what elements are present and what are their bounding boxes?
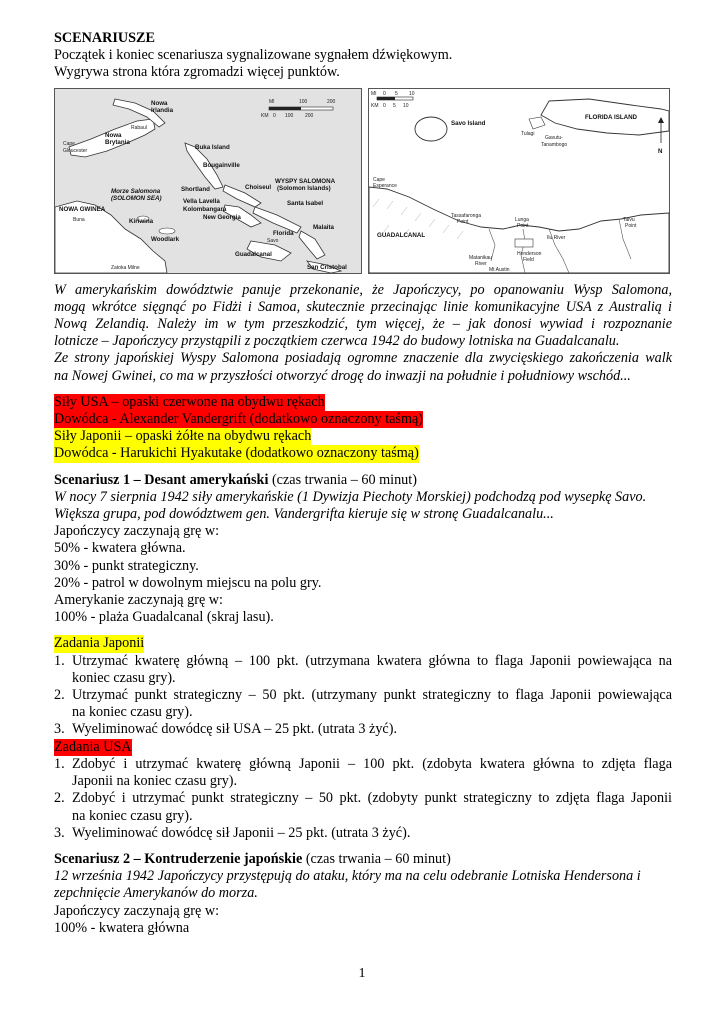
- list-item: 2. Utrzymać punkt strategiczny – 50 pkt. (utrzymany punkt strategiczny to flaga Japonii powiewająca na koniec czasu gry).: [54, 687, 672, 721]
- map2-label-mt-austin: Mt Austin: [489, 266, 510, 273]
- map-label-morze-2: (SOLOMON SEA): [111, 194, 162, 202]
- map-label-new-georgia: New Georgia: [203, 213, 241, 221]
- intro-p1-line: Nową Zelandią. Należy im w tym przeszkodzić, tym więcej, że – jak donosi wywiad i rozpoznanie: [54, 316, 672, 333]
- map2-label-henderson-2: Field: [523, 256, 534, 263]
- map-scale-km-0: 0: [273, 112, 276, 119]
- intro-line-1: Początek i koniec scenariusza sygnalizowane sygnałem dźwiękowym.: [54, 47, 453, 64]
- scenario-2-jap-hq: 100% - kwatera główna: [54, 919, 190, 936]
- map2-scale-k5: 5: [393, 102, 396, 109]
- page-number: 1: [358, 966, 366, 981]
- intro-p1-line: mogą wkrótce sięgnąć po Fidżi i Samoa, skutecznie przecinając linie komunikacyjne USA z Australią i: [54, 298, 672, 315]
- scenario-2-desc: zepchnięcie Amerykanów do morza.: [54, 885, 258, 902]
- map-scale-km: KM: [261, 112, 269, 119]
- map-label-morze-1: Morze Salomona: [111, 187, 161, 195]
- document-title: SCENARIUSZE: [54, 30, 155, 46]
- map-label-san-cristobal: San Cristobal: [307, 263, 347, 271]
- japan-tasks-title: Zadania Japonii: [54, 635, 145, 652]
- list-item: 2. Zdobyć i utrzymać punkt strategiczny – 50 pkt. (zdobyty punkt strategiczny to zdjęta flaga Japonii na koniec czasu gry).: [54, 790, 672, 824]
- usa-tasks-list: [54, 756, 672, 842]
- japan-commander-label: Dowódca - Harukichi Hyakutake (dodatkowo oznaczony taśmą): [54, 445, 419, 462]
- usa-forces-label: Siły USA – opaski czerwone na obydwu rękach: [54, 393, 325, 410]
- map2-label-henderson-1: Henderson: [517, 250, 542, 257]
- map2-label-matanikau-1: Matanikau: [469, 254, 493, 261]
- map-scale-km-200: 200: [305, 112, 314, 119]
- map2-label-florida: FLORIDA ISLAND: [585, 113, 638, 121]
- map-label-shortland: Shortland: [181, 185, 210, 193]
- scenario-2-desc: 12 września 1942 Japończycy przystępują do ataku, który ma na celu odebranie Lotniska Hendersona i: [54, 868, 641, 885]
- guadalcanal-map: [368, 88, 670, 274]
- list-item: 1. Zdobyć i utrzymać kwaterę główną Japonii – 100 pkt. (zdobyta kwatera główna to zdjęta flaga Japonii na koniec czasu gry).: [54, 755, 672, 790]
- map-label-rabaul: Rabaul: [131, 124, 147, 131]
- list-item: 3. Wyeliminować dowódcę sił USA – 25 pkt. (utrata 3 żyć).: [54, 721, 397, 738]
- list-item: 1. Utrzymać kwaterę główną – 100 pkt. (utrzymana kwatera główna to flaga Japonii powiewająca na koniec czasu gry).: [54, 652, 672, 686]
- map2-scale-mi: MI: [371, 90, 377, 97]
- scenario-1-desc: Większa grupa, pod dowództwem gen. Vandergrifta kieruje się w stronę Guadalcanalu...: [54, 506, 554, 523]
- usa-tasks-title: Zadania USA: [54, 738, 132, 755]
- scenario-1-desc: W nocy 7 sierpnia 1942 siły amerykańskie (1 Dywizja Piechoty Morskiej) podchodzą pod wysepkę Savo.: [54, 488, 647, 505]
- map2-scale-k10: 10: [403, 102, 409, 109]
- map-label-vella-lavella: Vella Lavella: [183, 197, 220, 205]
- map2-label-cape-esp-2: Esperance: [373, 182, 397, 189]
- japan-tasks-list: [54, 653, 672, 739]
- intro-paragraph-1: [54, 282, 672, 351]
- map2-label-taivu-2: Point: [625, 222, 637, 229]
- map-label-nowa-brytania-2: Brytania: [105, 138, 130, 146]
- map2-scale-m10: 10: [409, 90, 415, 97]
- japan-forces-label: Siły Japonii – opaski żółte na obydwu rękach: [54, 428, 312, 445]
- scenario-1-usa-beach: 100% - plaża Guadalcanal (skraj lasu).: [54, 609, 274, 626]
- map-label-cape-gloucester-1: Cape: [63, 140, 75, 147]
- forces-block: [54, 394, 672, 463]
- map-label-nowa-gwinea: NOWA GWINEA: [59, 205, 106, 213]
- map2-label-tassafaronga-2: Point: [457, 218, 469, 225]
- scenario-1-usa-start: Amerykanie zaczynają grę w:: [54, 592, 223, 609]
- document-page: [54, 30, 672, 937]
- map2-scale-km: KM: [371, 102, 379, 109]
- map2-label-tulagi: Tulagi: [521, 130, 535, 137]
- scenario-2-title: Scenariusz 2 – Kontruderzenie japońskie: [54, 850, 303, 867]
- map-label-nowa-irlandia-2: Irlandia: [151, 106, 174, 114]
- scenario-1-jap-hq: 50% - kwatera główna.: [54, 540, 186, 557]
- scenario-1-duration: (czas trwania – 60 minut): [268, 471, 417, 488]
- intro-p1-line: lotnicze – Japończycy przystąpili z początkiem czerwca 1942 do budowy lotniska na Guadalcanalu.: [54, 333, 620, 350]
- map2-label-cape-esp-1: Cape: [373, 176, 385, 183]
- map-label-cape-gloucester-2: Gloucester: [63, 147, 88, 154]
- map2-label-gavutu-1: Gavutu-: [545, 134, 563, 141]
- solomon-islands-map: [54, 88, 362, 274]
- map-label-santa-isabel: Santa Isabel: [287, 199, 324, 207]
- list-item: 3. Wyeliminować dowódcę sił Japonii – 25 pkt. (utrata 3 żyć).: [54, 824, 411, 841]
- map2-north-label: N: [658, 147, 663, 155]
- map-scale-mi-100: 100: [299, 98, 308, 105]
- map-label-guadalcanal: Guadalcanal: [235, 250, 272, 258]
- scenario-1-jap-patrol: 20% - patrol w dowolnym miejscu na polu gry.: [54, 574, 322, 591]
- scenario-2-jap-start: Japończycy zaczynają grę w:: [54, 902, 220, 919]
- map-label-zaloka-milne: Zatoka Milne: [111, 264, 140, 271]
- map-label-woodlark: Woodlark: [151, 235, 180, 243]
- map2-label-lunga-2: Point: [517, 222, 529, 229]
- map2-scale-k0: 0: [383, 102, 386, 109]
- scenario-1-jap-point: 30% - punkt strategiczny.: [54, 557, 199, 574]
- map2-label-guadalcanal: GUADALCANAL: [377, 231, 426, 239]
- map-label-choiseul: Choiseul: [245, 183, 272, 191]
- map2-label-savo: Savo Island: [451, 119, 486, 127]
- map-label-kiriwina: Kiriwina: [129, 217, 154, 225]
- usa-commander-label: Dowódca - Alexander Vandergrift (dodatkowo oznaczony taśmą): [54, 411, 424, 428]
- scenario-1-title: Scenariusz 1 – Desant amerykański: [54, 471, 269, 488]
- scenario-1: [54, 472, 672, 842]
- map-label-savo: Savo: [267, 237, 279, 244]
- intro-p2-line: na Nowej Gwinei, co ma w przyszłości otworzyć drogę do inwazji na południe i południowy wschód...: [54, 367, 631, 384]
- scenario-2: [54, 851, 672, 937]
- map-label-nowa-brytania-1: Nowa: [105, 131, 122, 139]
- map2-label-taivu-1: Taivu: [623, 216, 635, 223]
- map2-label-tassafaronga-1: Tassafaronga: [451, 212, 482, 219]
- intro-p2-line: Ze strony japońskiej Wyspy Salomona posiadają ogromne znaczenie dla zwycięskiego zakończenia walk: [54, 350, 672, 367]
- map-label-nowa-irlandia-1: Nowa: [151, 99, 168, 107]
- map-label-buna: Buna: [73, 216, 85, 223]
- intro-paragraph-2: [54, 350, 672, 384]
- map2-label-gavutu-2: Tanambogo: [541, 141, 568, 148]
- map-label-wyspy-2: (Solomon Islands): [277, 184, 331, 192]
- map-label-malaita: Malaita: [313, 223, 334, 231]
- map-scale-km-100: 100: [285, 112, 294, 119]
- map2-label-ilu: Ilu River: [547, 234, 566, 241]
- map-scale-mi: MI: [269, 98, 275, 105]
- map2-label-matanikau-2: River: [475, 260, 487, 267]
- map-scale-mi-200: 200: [327, 98, 336, 105]
- intro-line-2: Wygrywa strona która zgromadzi więcej punktów.: [54, 64, 340, 81]
- intro-p1-line: W amerykańskim dowództwie panuje przekonanie, że Japończycy, po opanowaniu Wysp Salomona,: [54, 281, 672, 298]
- maps-row: [54, 88, 672, 272]
- map-label-florida: Florida: [273, 229, 294, 237]
- map2-scale-m0: 0: [383, 90, 386, 97]
- scenario-1-jap-start: Japończycy zaczynają grę w:: [54, 523, 220, 540]
- map-label-buka: Buka Island: [195, 143, 230, 151]
- map-label-wyspy-1: WYSPY SALOMONA: [275, 177, 336, 185]
- map2-scale-m5: 5: [395, 90, 398, 97]
- map2-label-lunga-1: Lunga: [515, 216, 529, 223]
- scenario-2-duration: (czas trwania – 60 minut): [302, 850, 451, 867]
- map-label-bougainville: Bougainville: [203, 161, 240, 169]
- map-label-kolombangara: Kolombangara: [183, 205, 227, 213]
